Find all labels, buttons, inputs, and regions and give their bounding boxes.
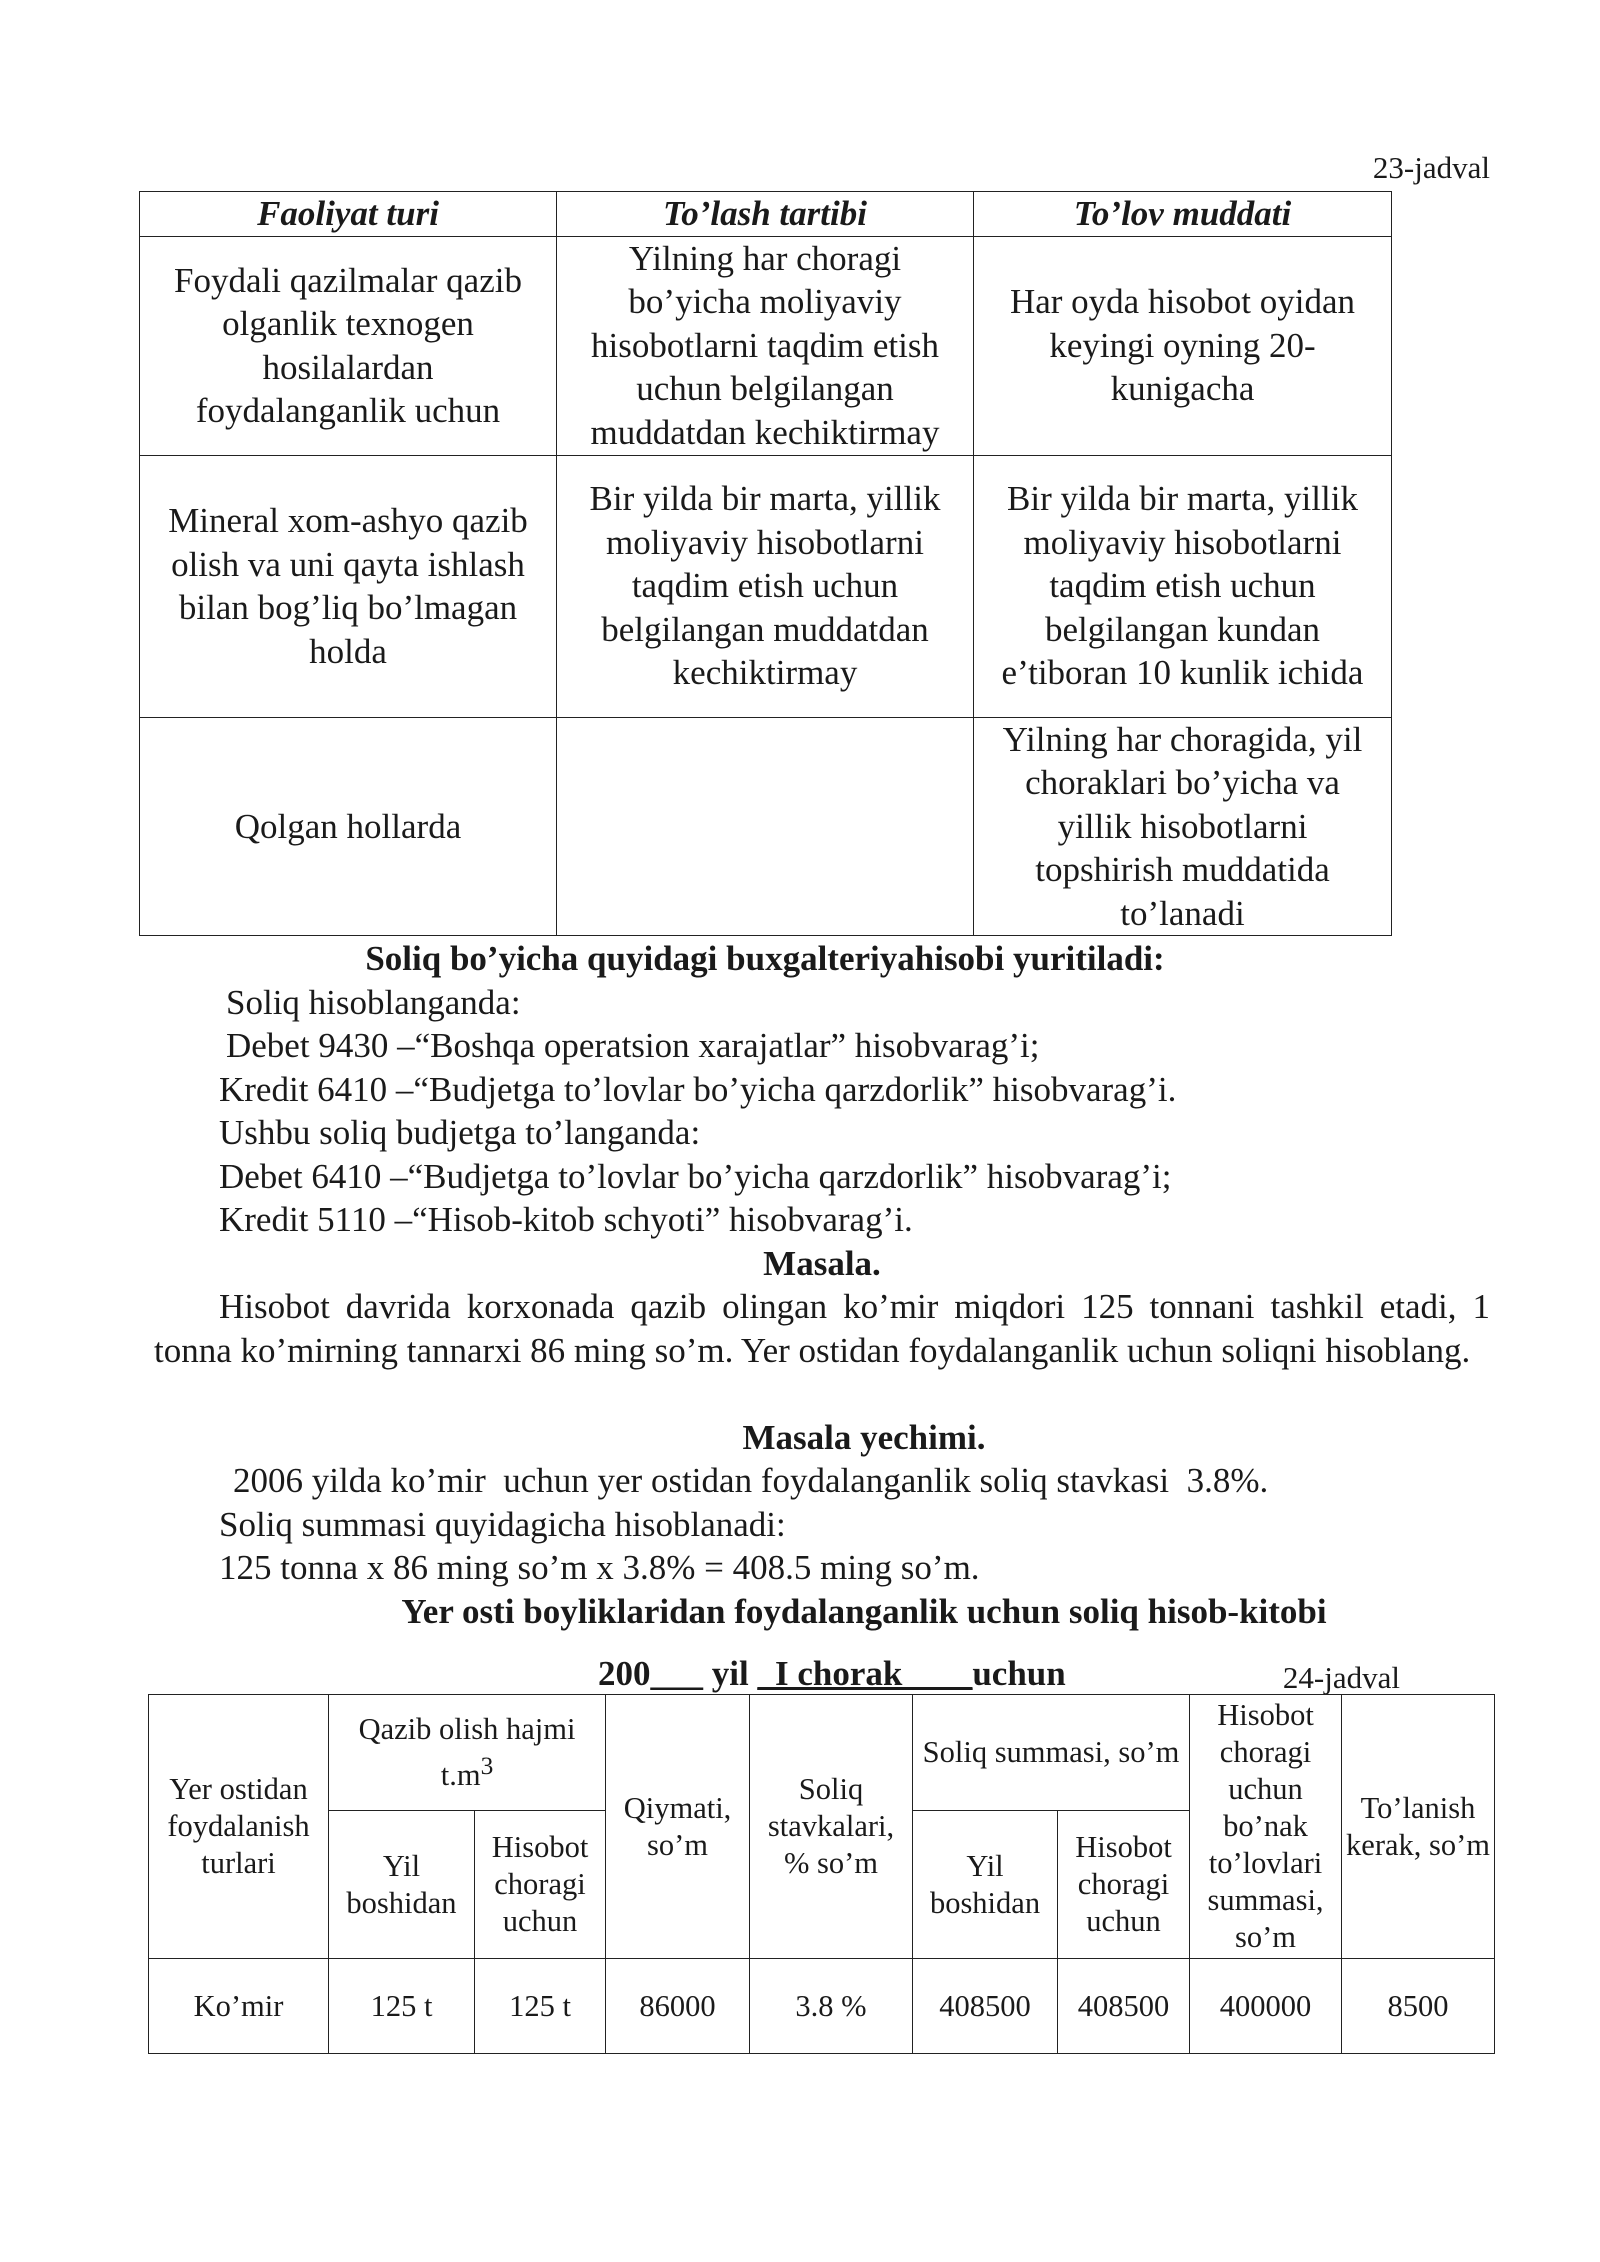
table-cell: Yilning har choragi bo’yicha moliyaviy hisobotlarni taqdim etish uchun belgilangan muddatdan kechiktirmay [557,236,974,455]
section-heading: Masala. [763,1244,881,1283]
table-23-label: 23-jadval [1372,150,1490,185]
header-cell: To’lov muddati [974,192,1392,237]
period-quarter: _I chorak____ [757,1654,973,1693]
table-cell: Qolgan hollarda [140,717,557,936]
table-23 [139,191,1392,936]
table-cell: 125 t [475,1959,606,2054]
table-row [140,455,1392,717]
period-suffix: uchun [972,1654,1066,1693]
table-cell: Foydali qazilmalar qazib olganlik texnogen hosilalardan foydalanganlik uchun [140,236,557,455]
section-heading: Yer osti boyliklaridan foydalanganlik uchun soliq hisob-kitobi [401,1592,1327,1631]
header-cell: Hisobot choragi uchun [1058,1811,1190,1959]
text-line: 2006 yilda ko’mir uchun yer ostidan foydalanganlik soliq stavkasi 3.8%. [233,1461,1269,1500]
header-cell: Soliq stavkalari, % so’m [750,1695,913,1959]
header-cell: Hisobot choragi uchun [475,1811,606,1959]
table-cell [557,717,974,936]
table-cell: 408500 [913,1959,1058,2054]
table-header-row [149,1695,1495,1811]
table-cell: Bir yilda bir marta, yillik moliyaviy hisobotlarni taqdim etish uchun belgilangan muddatdan kechiktirmay [557,455,974,717]
text-line: Soliq summasi quyidagicha hisoblanadi: [219,1505,786,1544]
header-cell [329,1695,606,1811]
header-text: Qazib olish hajmi t.m [358,1711,576,1793]
text-line: Ushbu soliq budjetga to’langanda: [219,1113,701,1152]
table-row [140,717,1392,936]
table-cell: 3.8 % [750,1959,913,2054]
header-superscript: 3 [480,1751,494,1780]
header-cell: Hisobot choragi uchun bo’nak to’lovlari summasi, so’m [1190,1695,1342,1959]
table-cell: Mineral xom-ashyo qazib olish va uni qayta ishlash bilan bog’liq bo’lmagan holda [140,455,557,717]
table-cell: 86000 [606,1959,750,2054]
header-cell: Yil boshidan [329,1811,475,1959]
header-cell: Faoliyat turi [140,192,557,237]
header-cell: To’lanish kerak, so’m [1342,1695,1495,1959]
table-row [149,1959,1495,2054]
table-cell: Har oyda hisobot oyidan keyingi oyning 20-kunigacha [974,236,1392,455]
table-cell: 125 t [329,1959,475,2054]
table-cell: 8500 [1342,1959,1495,2054]
text-line: Debet 9430 –“Boshqa operatsion xarajatlar” hisobvarag’i; [226,1026,1040,1065]
period-year: 200___ yil [598,1654,758,1693]
table-24-label: 24-jadval [1282,1660,1400,1695]
text-line: Debet 6410 –“Budjetga to’lovlar bo’yicha qarzdorlik” hisobvarag’i; [219,1157,1172,1196]
header-cell: Yer ostidan foydalanish turlari [149,1695,329,1959]
header-cell: Soliq summasi, so’m [913,1695,1190,1811]
table-row [140,236,1392,455]
text-line: 125 tonna x 86 ming so’m x 3.8% = 408.5 ming so’m. [219,1548,980,1587]
text-line: Kredit 5110 –“Hisob-kitob schyoti” hisobvarag’i. [219,1200,913,1239]
table-cell: Yilning har choragida, yil choraklari bo’yicha va yillik hisobotlarni topshirish muddatida to’lanadi [974,717,1392,936]
period-line [598,1652,1066,1696]
section-heading: Masala yechimi. [742,1418,986,1457]
header-cell: To’lash tartibi [557,192,974,237]
table-cell: Ko’mir [149,1959,329,2054]
table-cell: 408500 [1058,1959,1190,2054]
section-heading: Soliq bo’yicha quyidagi buxgalteriyahisobi yuritiladi: [365,939,1165,978]
table-cell: Bir yilda bir marta, yillik moliyaviy hisobotlarni taqdim etish uchun belgilangan kundan e’tiboran 10 kunlik ichida [974,455,1392,717]
text-line: Kredit 6410 –“Budjetga to’lovlar bo’yicha qarzdorlik” hisobvarag’i. [219,1070,1177,1109]
table-24 [148,1694,1495,2054]
problem-paragraph: Hisobot davrida korxonada qazib olingan ko’mir miqdori 125 tonnani tashkil etadi, 1 tonna ko’mirning tannarxi 86 ming so’m. Yer ostidan foydalanganlik uchun soliqni hisoblang. [154,1287,1490,1370]
text-line: Soliq hisoblanganda: [226,983,521,1022]
table-cell: 400000 [1190,1959,1342,2054]
table-header-row [140,192,1392,237]
header-cell: Qiymati, so’m [606,1695,750,1959]
header-cell: Yil boshidan [913,1811,1058,1959]
